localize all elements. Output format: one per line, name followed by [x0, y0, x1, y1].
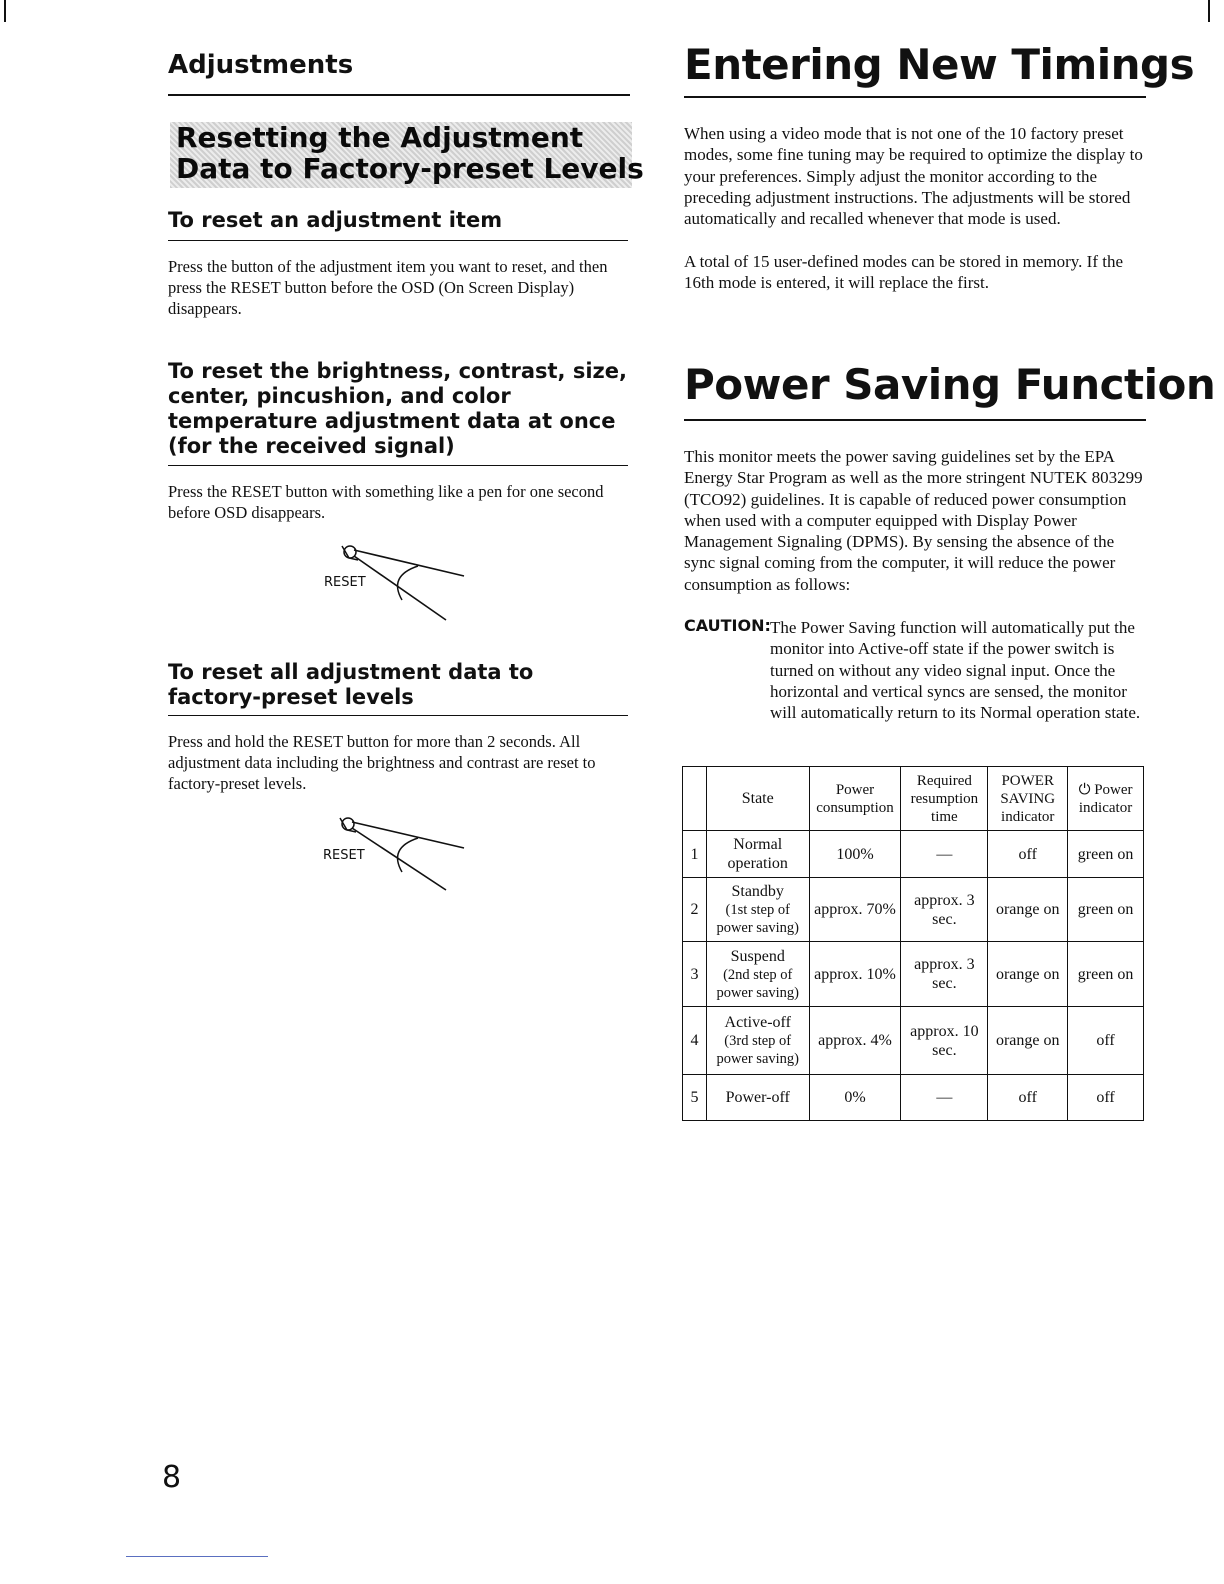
reset-item-text: Press the button of the adjustment item you want to reset, and then press the RESET button before the OSD (On Screen Display) disappears. [168, 257, 608, 318]
section-title: Adjustments [168, 50, 354, 80]
row-state [706, 1007, 809, 1075]
row-time: — [901, 831, 988, 878]
power-saving-rule [684, 419, 1146, 421]
reset-signal-text: Press the RESET button with something like a pen for one second before OSD disappears. [168, 482, 604, 522]
header-power-indicator [1068, 767, 1144, 831]
row-state: Power-off [706, 1075, 809, 1121]
row-time: approx. 3 sec. [901, 878, 988, 942]
table-row [683, 831, 1144, 878]
row-power-indicator: green on [1068, 942, 1144, 1007]
power-saving-table [682, 766, 1144, 1121]
row-power-indicator: green on [1068, 831, 1144, 878]
caution-label: CAUTION: [684, 616, 771, 635]
row-ps-indicator: orange on [988, 1007, 1068, 1075]
reset-pen-illustration-2 [318, 810, 478, 896]
timings-rule [684, 96, 1146, 98]
row-ps-indicator: off [988, 1075, 1068, 1121]
reset-all-text: Press and hold the RESET button for more than 2 seconds. All adjustment data including the brightness and contrast are reset to factory-preset levels. [168, 732, 596, 793]
reset-pen-illustration [316, 538, 476, 624]
row-time: approx. 10 sec. [901, 1007, 988, 1075]
reset-signal-heading: To reset the brightness, contrast, size, center, pincushion, and color temperature adjustment data at once (for the received signal) [168, 359, 627, 458]
header-power-saving-indicator: POWER SAVING indicator [988, 767, 1068, 831]
row-power: 100% [809, 831, 901, 878]
reset-item-rule [168, 240, 628, 241]
caution-text: The Power Saving function will automatically put the monitor into Active-off state if the power switch is turned on without any video signal input. Once the horizontal and vertical syncs are sensed, the monitor will automatically return to its Normal operation state. [770, 618, 1141, 723]
header-state: State [706, 767, 809, 831]
row-number: 5 [683, 1075, 707, 1121]
banner-heading [176, 122, 644, 184]
banner-line-1: Resetting the Adjustment [176, 121, 584, 154]
table-row [683, 1075, 1144, 1121]
reset-button-label-2: RESET [323, 848, 365, 863]
row-state [706, 878, 809, 942]
row-state-sub: (3rd step of power saving) [716, 1033, 799, 1067]
row-state-sub: (2nd step of power saving) [716, 966, 799, 1001]
row-state: Normal operation [706, 831, 809, 878]
row-state-name: Suspend [730, 947, 785, 965]
row-power-indicator: off [1068, 1007, 1144, 1075]
table-row [683, 942, 1144, 1007]
row-number: 1 [683, 831, 707, 878]
reset-item-heading: To reset an adjustment item [168, 208, 503, 232]
reset-all-rule [168, 715, 628, 716]
row-power: approx. 10% [809, 942, 901, 1007]
row-state-name: Active-off [724, 1014, 791, 1031]
page-edge-mark-right [1208, 0, 1210, 22]
row-time: — [901, 1075, 988, 1121]
row-number: 2 [683, 878, 707, 942]
page-number: 8 [162, 1460, 182, 1495]
row-power-indicator: green on [1068, 878, 1144, 942]
row-state-sub: (1st step of power saving) [716, 902, 799, 936]
table-row [683, 1007, 1144, 1075]
bottom-divider [126, 1556, 268, 1557]
header-power-indicator-label: Power indicator [1078, 781, 1133, 816]
section-rule [168, 94, 630, 96]
row-ps-indicator: orange on [988, 878, 1068, 942]
power-icon: ⏻ [1078, 781, 1091, 798]
row-ps-indicator: off [988, 831, 1068, 878]
row-number: 3 [683, 942, 707, 1007]
row-number: 4 [683, 1007, 707, 1075]
timings-paragraph-2: A total of 15 user-defined modes can be stored in memory. If the 16th mode is entered, it will replace the first. [684, 252, 1124, 293]
table-row [683, 878, 1144, 942]
reset-button-label: RESET [324, 575, 366, 590]
row-power-indicator: off [1068, 1075, 1144, 1121]
row-ps-indicator: orange on [988, 942, 1068, 1007]
reset-signal-rule [168, 465, 628, 466]
page-edge-mark-left [4, 0, 6, 22]
header-power-consumption: Power consumption [809, 767, 901, 831]
header-resumption-time: Required resumption time [901, 767, 988, 831]
banner-line-2: Data to Factory-preset Levels [176, 152, 644, 185]
timings-title: Entering New Timings [684, 40, 1195, 89]
row-power: 0% [809, 1075, 901, 1121]
row-state-name: Standby [731, 883, 784, 900]
row-power: approx. 4% [809, 1007, 901, 1075]
power-saving-title: Power Saving Function [684, 360, 1216, 409]
row-power: approx. 70% [809, 878, 901, 942]
row-state [706, 942, 809, 1007]
reset-all-heading: To reset all adjustment data to factory-preset levels [168, 660, 534, 709]
table-header-row [683, 767, 1144, 831]
row-time: approx. 3 sec. [901, 942, 988, 1007]
power-saving-paragraph: This monitor meets the power saving guidelines set by the EPA Energy Star Program as well as the more stringent NUTEK 803299 (TCO92) guidelines. It is capable of reduced power consumption when used with a computer equipped with Display Power Management Signaling (DPMS). By sensing the absence of the sync signal coming from the computer, it will reduce the power consumption as follows: [684, 447, 1143, 594]
header-number-cell [683, 767, 707, 831]
timings-paragraph-1: When using a video mode that is not one of the 10 factory preset modes, some fine tuning may be required to optimize the display to your preferences. Simply adjust the monitor according to the preceding adjustment instructions. The adjustments will be stored automatically and recalled whenever that mode is used. [684, 124, 1143, 229]
